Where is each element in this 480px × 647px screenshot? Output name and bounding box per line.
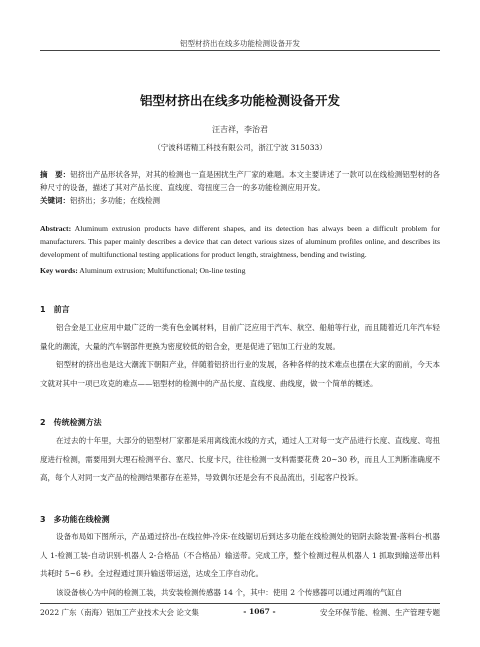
- section-body-3: [40, 528, 440, 602]
- footer-rule: [40, 603, 440, 604]
- authors: 汪吉祥，李治君: [212, 125, 268, 134]
- header-rule: [40, 50, 440, 51]
- keywords-cn-label: 关键词：: [40, 196, 70, 205]
- section-heading-1: 1 前言: [40, 305, 70, 314]
- paragraph: 该设备核心为中间的检测工装，共安装检测传感器 14 个，其中：使用 2 个传感器可以通过两端的气缸自: [56, 587, 403, 597]
- paragraph: 铝型材的挤出也是这大潮流下朝阳产业，伴随着铝挤出行业的发展，各种各样的技术难点也摆在大家的面前，今天本文就对其中一项已攻克的难点——铝型材的检测中的产品长度、直线度、曲线度，做一个简单的概述。: [40, 360, 440, 388]
- running-head: 铝型材挤出在线多功能检测设备开发: [180, 39, 300, 48]
- section-body-1: [40, 319, 440, 393]
- affiliation: （宁波科诺精工科技有限公司，浙江宁波 315033）: [153, 143, 327, 152]
- page-footer: [40, 607, 440, 618]
- abstract-en-label: Abstract:: [40, 224, 72, 233]
- footer-right: 安全环保节能、检测、生产管理专题: [320, 608, 440, 617]
- section-heading-3: 3 多功能在线检测: [40, 515, 110, 524]
- keywords-cn: [40, 195, 440, 206]
- paragraph: 设备布局如下图所示，产品通过挤出-在线拉伸-冷床-在线锯切后到达多功能在线检测处的铝阴去除装置-落料台-机器人 1-检测工装-自动识别-机器人 2-合格品（不合格品）输送带。完成工序，整个检测过程从机器人 1 抓取到输送带出料共耗时 5~6 秒。全过程通过顶升输送带运送，达成全工序自动化。: [40, 532, 440, 578]
- abstract-cn-text: 铝挤出产品形状各异，对其的检测也一直是困扰生产厂家的难题。本文主要讲述了一款可以在线检测铝型材的各种尺寸的设备，描述了其对产品长度、直线度、弯扭度三合一的多功能检测应用开发。: [40, 170, 441, 192]
- footer-left: 2022 广东（南海）铝加工产业技术大会 论文集: [40, 608, 199, 617]
- keywords-en-label: Key words:: [40, 266, 78, 275]
- abstract-cn-label: 摘 要：: [40, 170, 71, 179]
- keywords-en: [40, 266, 440, 275]
- abstract-en-text: Aluminum extrusion products have different shapes, and its detection has always been a difficult problem for manufacturers. This paper mainly describes a device that can detect various sizes of aluminum profiles online, and describes its development of multifunctional testing applications for product length, straightness, bending and twisting.: [40, 224, 440, 260]
- section-body-2: [40, 432, 440, 488]
- keywords-cn-text: 铝挤出；多功能；在线检测: [70, 196, 160, 205]
- paragraph: 在过去的十年里，大部分的铝型材厂家都是采用离线流水线的方式，通过人工对每一支产品进行长度、直线度、弯扭度进行检测，需要用到大理石检测平台、塞尺、长度卡尺，往往检测一支料需要花费 20~30 秒，而且人工判断准确度不高，每个人对同一支产品的检测结果都存在差异，导致偶尔还是会有不良品流出，引起客户投诉。: [40, 436, 440, 482]
- abstract-cn: [40, 168, 440, 194]
- section-heading-2: 2 传统检测方法: [40, 418, 102, 427]
- paragraph: 铝合金是工业应用中最广泛的一类有色金属材料，目前广泛应用于汽车、航空、船舶等行业，而且随着近几年汽车轻量化的潮流，大量的汽车钢部件更换为密度较低的铝合金，更是促进了铝加工行业的发展。: [40, 323, 440, 351]
- page-number: - 1067 -: [243, 607, 276, 616]
- keywords-en-text: Aluminum extrusion; Multifunctional; On-line testing: [77, 266, 246, 275]
- paper-title: 铝型材挤出在线多功能检测设备开发: [139, 93, 340, 108]
- abstract-en: [40, 222, 440, 261]
